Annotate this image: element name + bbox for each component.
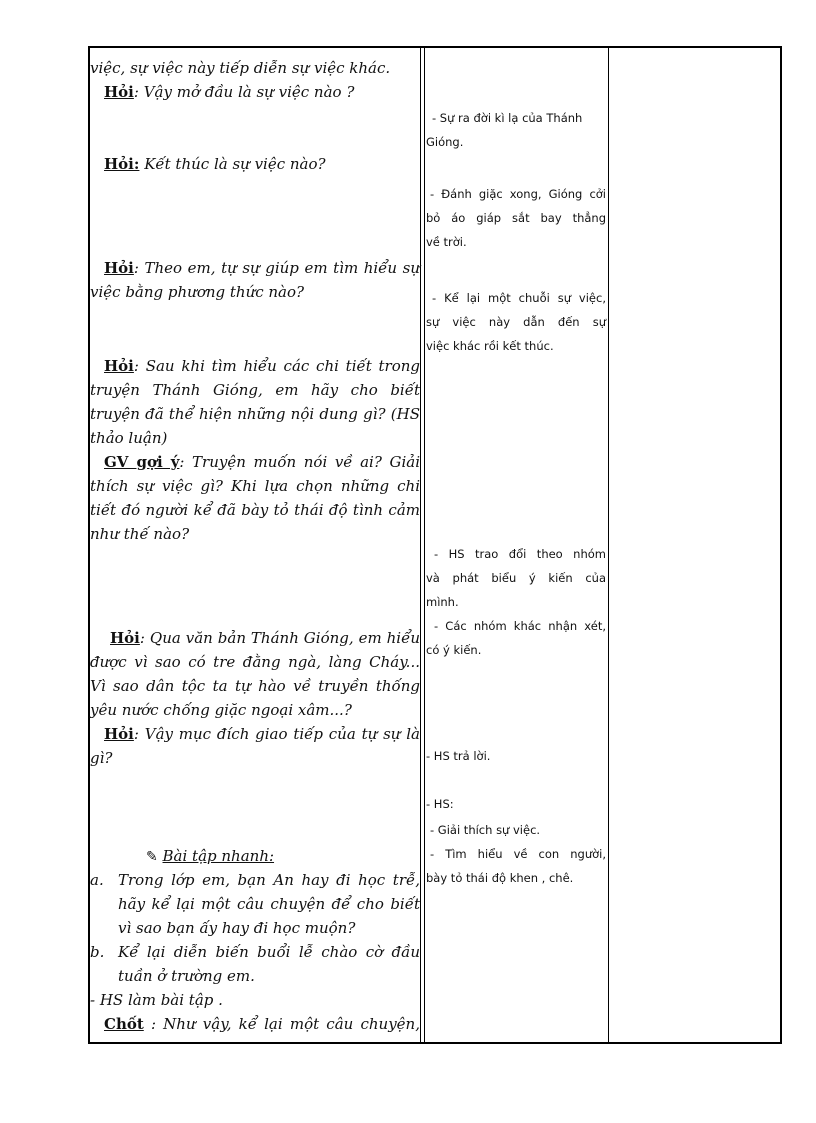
- teacher-hint-line4: như thế nào?: [90, 525, 190, 543]
- question-label: Hỏi: [110, 629, 140, 647]
- answer-7-line2: - Giải thích sự việc.: [430, 823, 541, 837]
- answer-7-line4: bày tỏ thái độ khen , chê.: [426, 871, 574, 885]
- conclusion-label: Chốt: [104, 1015, 144, 1033]
- question-4-line2: truyện Thánh Gióng, em hãy cho biết: [90, 381, 420, 399]
- student-task-line: - HS làm bài tập .: [90, 991, 223, 1009]
- teacher-column: [90, 48, 422, 1042]
- question-label: Hỏi: [104, 259, 134, 277]
- answer-3-line3: việc khác rồi kết thúc.: [426, 339, 554, 353]
- answer-1-line2: Gióng.: [426, 135, 464, 149]
- question-1: Hỏi: Vậy mở đầu là sự việc nào ?: [104, 83, 355, 101]
- question-4-line4: thảo luận): [90, 429, 168, 447]
- question-3-line2: việc bằng phương thức nào?: [90, 283, 305, 301]
- question-2: Hỏi: Kết thúc là sự việc nào?: [104, 155, 326, 173]
- answer-3-line1: - Kể lại một chuỗi sự việc,: [432, 291, 606, 305]
- quick-exercise-title: ✎ Bài tập nhanh:: [146, 847, 275, 865]
- answer-7-line1: - HS:: [426, 797, 454, 811]
- question-6-line2: gì?: [90, 749, 113, 767]
- question-5-line1: Hỏi: Qua văn bản Thánh Gióng, em hiểu: [110, 629, 420, 647]
- question-label: Hỏi: [104, 83, 134, 101]
- question-4-line3: truyện đã thể hiện những nội dung gì? (HS: [90, 405, 420, 423]
- question-3-line1: Hỏi: Theo em, tự sự giúp em tìm hiểu sự: [104, 259, 420, 277]
- question-label: Hỏi: [104, 725, 134, 743]
- question-5-line2: được vì sao có tre đằng ngà, làng Cháy...: [90, 653, 420, 671]
- answer-4-line2: và phát biểu ý kiến của: [426, 571, 606, 585]
- teacher-hint-line2: thích sự việc gì? Khi lựa chọn những chi: [90, 477, 420, 495]
- lesson-table: [88, 46, 782, 1044]
- exercise-item-a: a. Trong lớp em, bạn An hay đi học trễ, hãy kể lại một câu chuyện để cho biết vì sao bạn ấy hay đi học muộn?: [90, 871, 420, 937]
- exercise-item-b: b. Kể lại diễn biến buổi lễ chào cờ đầu tuần ở trường em.: [90, 943, 420, 985]
- answer-5-line2: có ý kiến.: [426, 643, 482, 657]
- answer-7-line3: - Tìm hiểu về con người,: [430, 847, 606, 861]
- answer-2-line2: bỏ áo giáp sắt bay thẳng: [426, 211, 606, 225]
- question-6-line1: Hỏi: Vậy mục đích giao tiếp của tự sự là: [104, 725, 420, 743]
- question-4-line1: Hỏi: Sau khi tìm hiểu các chi tiết trong: [104, 357, 420, 375]
- line-intro: việc, sự việc này tiếp diễn sự việc khác.: [90, 59, 391, 77]
- conclusion-line: Chốt : Như vậy, kể lại một câu chuyện,: [104, 1015, 420, 1033]
- question-label: Hỏi:: [104, 155, 140, 173]
- question-label: Hỏi: [104, 357, 134, 375]
- answer-5-line1: - Các nhóm khác nhận xét,: [434, 619, 606, 633]
- answer-2-line1: - Đánh giặc xong, Gióng cởi: [430, 187, 606, 201]
- question-5-line4: yêu nước chống giặc ngoại xâm...?: [90, 701, 352, 719]
- answer-2-line3: về trời.: [426, 235, 467, 249]
- teacher-hint-line3: tiết đó người kể đã bày tỏ thái độ tình cảm: [90, 501, 420, 519]
- answer-6-line1: - HS trả lời.: [426, 749, 491, 763]
- answer-4-line3: mình.: [426, 595, 459, 609]
- question-5-line3: Vì sao dân tộc ta tự hào về truyền thống: [90, 677, 420, 695]
- answer-1-line1: - Sự ra đời kì lạ của Thánh: [432, 111, 583, 125]
- answer-4-line1: - HS trao đổi theo nhóm: [434, 547, 606, 561]
- teacher-hint-line1: GV gợi ý: Truyện muốn nói về ai? Giải: [104, 453, 420, 471]
- answer-3-line2: sự việc này dẫn đến sự: [426, 315, 606, 329]
- student-column: [424, 48, 610, 1042]
- hint-label: GV gợi ý: [104, 453, 180, 471]
- pencil-icon: ✎: [146, 849, 158, 865]
